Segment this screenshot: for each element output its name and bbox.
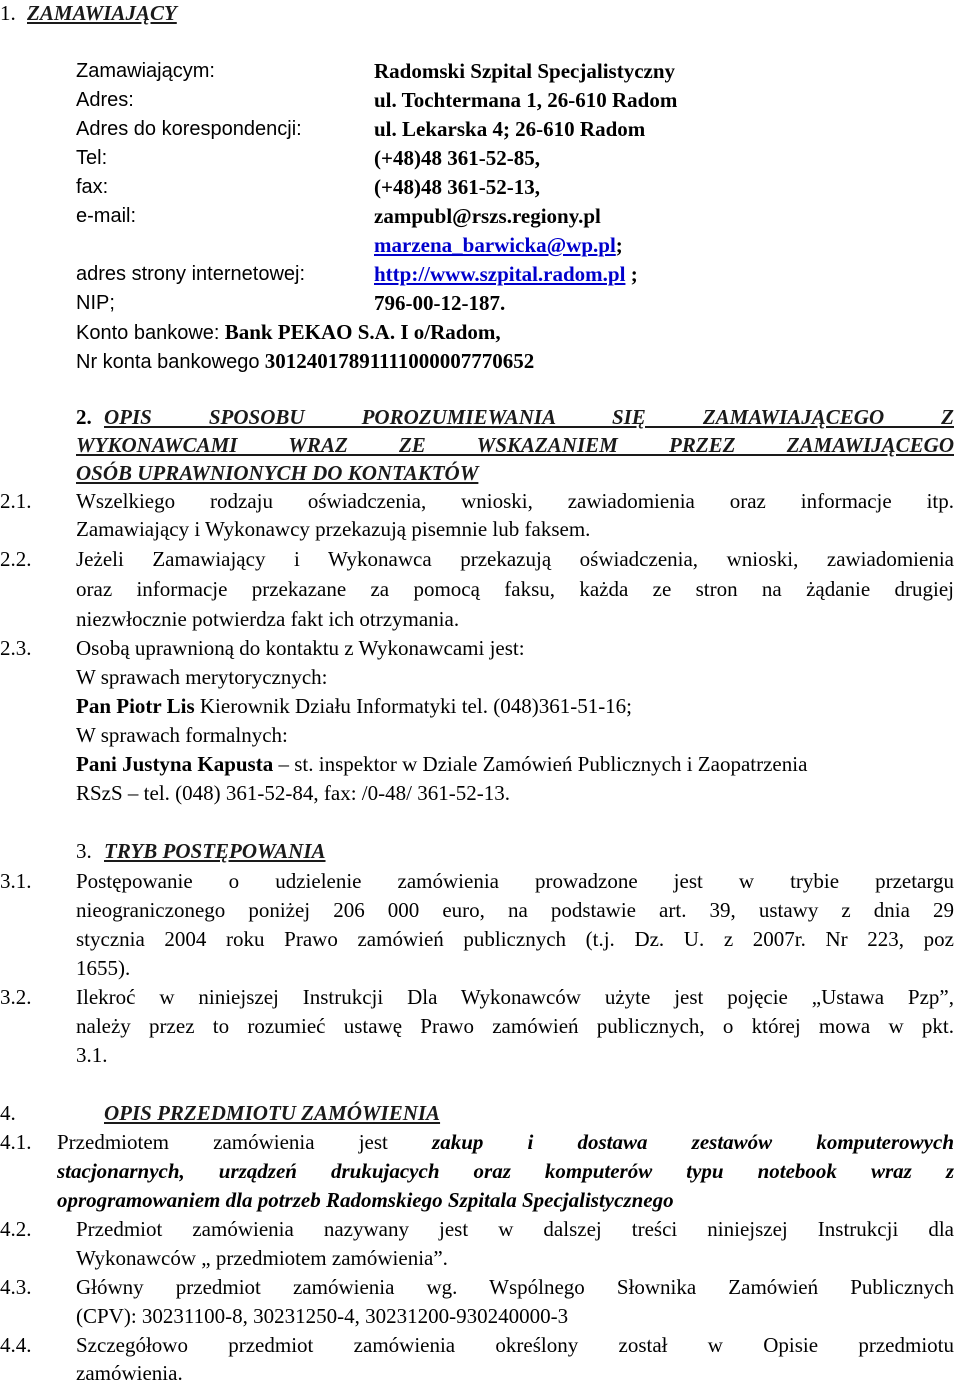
- section-1-heading: [0, 1, 177, 25]
- section-4-title: OPIS PRZEDMIOTU ZAMÓWIENIA: [104, 1101, 441, 1125]
- point-4-3-number: 4.3.: [0, 1275, 32, 1299]
- www-line: [374, 262, 638, 286]
- point-2-3-line-3: [76, 694, 632, 718]
- label-adres: Adres:: [76, 89, 134, 111]
- section-number: 1.: [0, 1, 16, 25]
- point-4-2-number: 4.2.: [0, 1217, 32, 1241]
- point-3-2-number: 3.2.: [0, 985, 32, 1009]
- point-4-2-line-1: Przedmiot zamówienia nazywany jest w dalszej treści niniejszej Instrukcji dla: [76, 1217, 954, 1241]
- point-2-1-line-2: Zamawiający i Wykonawcy przekazują pisemnie lub faksem.: [76, 517, 591, 541]
- point-2-3-line-4: W sprawach formalnych:: [76, 723, 288, 747]
- email-2-link[interactable]: marzena_barwicka@wp.pl: [374, 233, 616, 257]
- label-nr-konta: Nr konta bankowego: [76, 351, 260, 373]
- value-nr-konta: 30124017891111000007770652: [264, 349, 535, 373]
- section-title: ZAMAWIAJĄCY: [27, 1, 177, 25]
- section-3-number: 3.: [76, 839, 92, 863]
- label-www: adres strony internetowej:: [76, 263, 306, 285]
- point-4-4-line-1: Szczegółowo przedmiot zamówienia określony został w Opisie przedmiotu: [76, 1333, 954, 1357]
- value-fax: (+48)48 361-52-13,: [374, 175, 540, 199]
- point-4-1-line-2: stacjonarnych, urządzeń drukujacych oraz komputerów typu notebook wraz z: [57, 1159, 954, 1183]
- point-3-1-number: 3.1.: [0, 869, 32, 893]
- www-link[interactable]: http://www.szpital.radom.pl: [374, 262, 626, 286]
- label-tel: Tel:: [76, 147, 108, 169]
- contact-name-1: Pan Piotr Lis: [76, 694, 195, 718]
- point-2-3-number: 2.3.: [0, 636, 32, 660]
- point-4-1-line-1: [57, 1130, 954, 1154]
- email-2-line: [374, 233, 623, 257]
- value-tel: (+48)48 361-52-85,: [374, 146, 540, 170]
- label-zamawiajacym: Zamawiającym:: [76, 60, 215, 82]
- nr-konta-line: [76, 349, 534, 374]
- point-4-1-intro: Przedmiotem zamówienia jest: [57, 1130, 433, 1154]
- section-2-title-line-2: WYKONAWCAMI WRAZ ZE WSKAZANIEM PRZEZ ZAMAWIJĄCEGO: [76, 433, 954, 457]
- point-3-1-line-4: 1655).: [76, 956, 131, 980]
- point-4-1-number: 4.1.: [0, 1130, 32, 1154]
- label-fax: fax:: [76, 176, 109, 198]
- value-korespondencja: ul. Lekarska 4; 26-610 Radom: [374, 117, 646, 141]
- value-zamawiajacym: Radomski Szpital Specjalistyczny: [374, 59, 676, 83]
- point-3-1-line-2: nieograniczonego poniżej 206 000 euro, na podstawie art. 39, ustawy z dnia 29: [76, 898, 954, 922]
- section-2-title-line-3: OSÓB UPRAWNIONYCH DO KONTAKTÓW: [76, 461, 479, 485]
- contact-role-1: Kierownik Działu Informatyki tel. (048)361-51-16;: [194, 694, 633, 718]
- konto-line: [76, 320, 501, 345]
- value-email: zampubl@rszs.regiony.pl: [374, 204, 601, 228]
- point-2-2-number: 2.2.: [0, 547, 32, 571]
- point-2-2-line-3: niezwłocznie potwierdza fakt ich otrzymania.: [76, 607, 460, 631]
- point-4-3-line-1: Główny przedmiot zamówienia wg. Wspólnego Słownika Zamówień Publicznych: [76, 1275, 954, 1299]
- point-3-2-line-2: należy przez to rozumieć ustawę Prawo zamówień publicznych, o której mowa w pkt.: [76, 1014, 954, 1038]
- point-2-2-line-2: oraz informacje przekazane za pomocą faksu, każda ze stron na żądanie drugiej: [76, 577, 954, 601]
- label-konto: Konto bankowe:: [76, 322, 220, 344]
- label-email: e-mail:: [76, 205, 137, 227]
- www-suffix: ;: [625, 262, 638, 286]
- point-2-1-number: 2.1.: [0, 489, 32, 513]
- point-2-3-line-2: W sprawach merytorycznych:: [76, 665, 328, 689]
- point-2-3-line-5: [76, 752, 807, 776]
- point-3-1-line-1: Postępowanie o udzielenie zamówienia prowadzone jest w trybie przetargu: [76, 869, 954, 893]
- label-nip: NIP;: [76, 292, 115, 314]
- value-adres: ul. Tochtermana 1, 26-610 Radom: [374, 88, 678, 112]
- point-4-1-subject-start: zakup i dostawa zestawów komputerowych: [432, 1130, 954, 1154]
- point-3-1-line-3: stycznia 2004 roku Prawo zamówień publicznych (t.j. Dz. U. z 2007r. Nr 223, poz: [76, 927, 954, 951]
- value-konto: Bank PEKAO S.A. I o/Radom,: [224, 320, 501, 344]
- point-3-2-line-1: Ilekroć w niniejszej Instrukcji Dla Wykonawców użyte jest pojęcie „Ustawa Pzp”,: [76, 985, 954, 1009]
- contact-name-2: Pani Justyna Kapusta: [76, 752, 274, 776]
- point-4-4-number: 4.4.: [0, 1333, 32, 1357]
- section-2-title-line-1: OPIS SPOSOBU POROZUMIEWANIA SIĘ ZAMAWIAJĄCEGO Z: [104, 405, 954, 429]
- email-2-suffix: ;: [615, 233, 623, 257]
- label-korespondencja: Adres do korespondencji:: [76, 118, 302, 140]
- contact-role-2: – st. inspektor w Dziale Zamówień Publicznych i Zaopatrzenia: [273, 752, 808, 776]
- point-2-3-line-1: Osobą uprawnioną do kontaktu z Wykonawcami jest:: [76, 636, 525, 660]
- point-4-2-line-2: Wykonawców „ przedmiotem zamówienia”.: [76, 1246, 448, 1270]
- section-4-number: 4.: [0, 1101, 16, 1125]
- point-2-3-line-6: RSzS – tel. (048) 361-52-84, fax: /0-48/ 361-52-13.: [76, 781, 510, 805]
- point-4-1-line-3: oprogramowaniem dla potrzeb Radomskiego Szpitala Specjalistycznego: [57, 1188, 674, 1212]
- section-2-number: 2.: [76, 405, 92, 429]
- point-2-2-line-1: Jeżeli Zamawiający i Wykonawca przekazują oświadczenia, wnioski, zawiadomienia: [76, 547, 954, 571]
- point-4-3-line-2: (CPV): 30231100-8, 30231250-4, 30231200-930240000-3: [76, 1304, 569, 1328]
- point-3-2-line-3: 3.1.: [76, 1043, 108, 1067]
- section-3-title: TRYB POSTĘPOWANIA: [104, 839, 326, 863]
- point-4-4-line-2: zamówienia.: [76, 1361, 183, 1385]
- point-2-1-line-1: Wszelkiego rodzaju oświadczenia, wnioski, zawiadomienia oraz informacje itp.: [76, 489, 954, 513]
- value-nip: 796-00-12-187.: [374, 291, 506, 315]
